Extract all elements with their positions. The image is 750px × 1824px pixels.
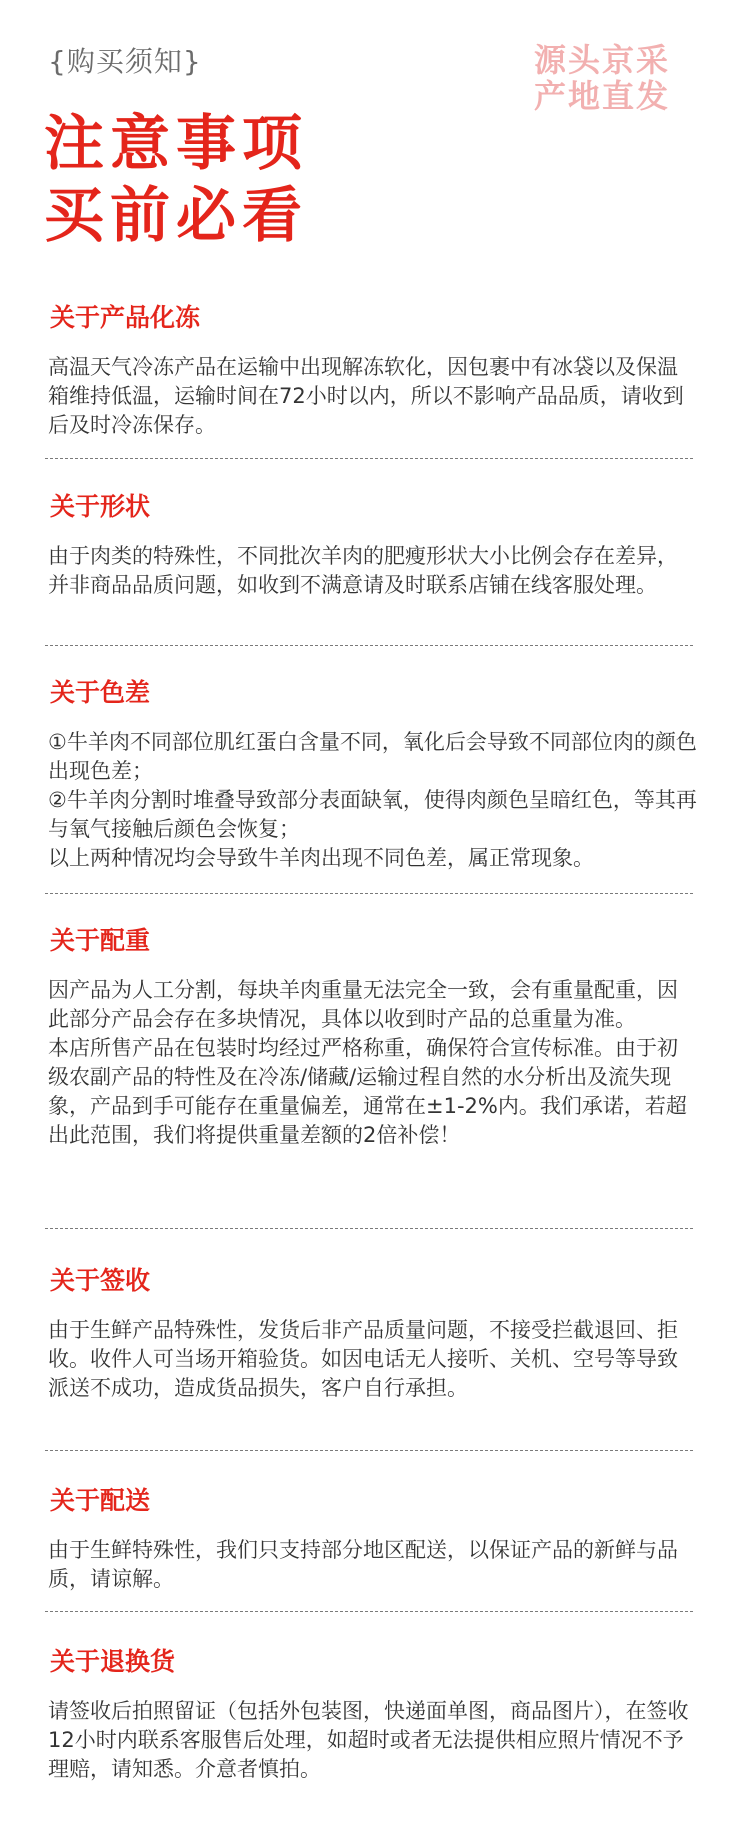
section-paragraph: 由于生鲜特殊性，我们只支持部分地区配送，以保证产品的新鲜与品质，请谅解。: [48, 1538, 678, 1591]
section-body: [48, 976, 698, 1150]
section-divider: [45, 645, 693, 646]
section-heading: 关于形状: [50, 492, 151, 521]
section-heading: 关于签收: [50, 1266, 151, 1295]
brand-slogan-line1: 源头京采: [533, 41, 670, 79]
section-heading: 关于色差: [50, 678, 151, 707]
page-title: [44, 108, 308, 252]
section-paragraph: ②牛羊肉分割时堆叠导致部分表面缺氧，使得肉颜色呈暗红色，等其再与氧气接触后颜色会恢复；: [48, 788, 697, 841]
section-body: [48, 728, 698, 873]
section-body: [48, 1536, 698, 1594]
notice-section-delivery: [48, 1486, 698, 1594]
notice-section-weight: [48, 926, 698, 1150]
section-tag: {购买须知}: [48, 45, 202, 78]
notice-section-shape: [48, 492, 698, 600]
section-divider: [45, 458, 693, 459]
page-title-line2: 买前必看: [44, 181, 308, 251]
section-body: [48, 1316, 698, 1403]
section-heading: 关于配送: [50, 1486, 151, 1515]
section-heading: 关于产品化冻: [50, 303, 201, 332]
section-divider: [45, 1228, 693, 1229]
section-paragraph: 本店所售产品在包装时均经过严格称重，确保符合宣传标准。由于初级农副产品的特性及在冷冻/储藏/运输过程自然的水分析出及流失现象，产品到手可能存在重量偏差，通常在±1-2%内。我们承诺，若超出此范围，我们将提供重量差额的2倍补偿！: [48, 1036, 687, 1147]
brand-slogan: [534, 42, 670, 114]
page-title-line1: 注意事项: [44, 109, 308, 179]
notice-section-color: [48, 678, 698, 873]
section-paragraph: 由于生鲜产品特殊性，发货后非产品质量问题，不接受拦截退回、拒收。收件人可当场开箱验货。如因电话无人接听、关机、空号等导致派送不成功，造成货品损失，客户自行承担。: [48, 1318, 678, 1400]
brand-slogan-line2: 产地直发: [533, 77, 670, 115]
section-divider: [45, 1611, 693, 1612]
section-paragraph: ①牛羊肉不同部位肌红蛋白含量不同，氧化后会导致不同部位肉的颜色出现色差；: [48, 730, 697, 783]
section-body: [48, 542, 698, 600]
section-body: [48, 1697, 698, 1784]
notice-section-returns: [48, 1647, 698, 1784]
section-paragraph: 以上两种情况均会导致牛羊肉出现不同色差，属正常现象。: [48, 846, 594, 870]
section-heading: 关于退换货: [50, 1647, 176, 1676]
section-body: [48, 353, 698, 440]
section-divider: [45, 893, 693, 894]
section-paragraph: 高温天气冷冻产品在运输中出现解冻软化，因包裹中有冰袋以及保温箱维持低温，运输时间在72小时以内，所以不影响产品品质，请收到后及时冷冻保存。: [48, 355, 684, 437]
section-heading: 关于配重: [50, 926, 151, 955]
notice-section-receipt: [48, 1266, 698, 1403]
notice-section-thawing: [48, 303, 698, 440]
section-paragraph: 由于肉类的特殊性，不同批次羊肉的肥瘦形状大小比例会存在差异，并非商品品质问题，如收到不满意请及时联系店铺在线客服处理。: [48, 544, 678, 597]
section-paragraph: 因产品为人工分割，每块羊肉重量无法完全一致，会有重量配重，因此部分产品会存在多块情况，具体以收到时产品的总重量为准。: [48, 978, 678, 1031]
section-paragraph: 请签收后拍照留证（包括外包装图，快递面单图，商品图片），在签收12小时内联系客服售后处理，如超时或者无法提供相应照片情况不予理赔，请知悉。介意者慎拍。: [48, 1699, 689, 1781]
section-divider: [45, 1450, 693, 1451]
